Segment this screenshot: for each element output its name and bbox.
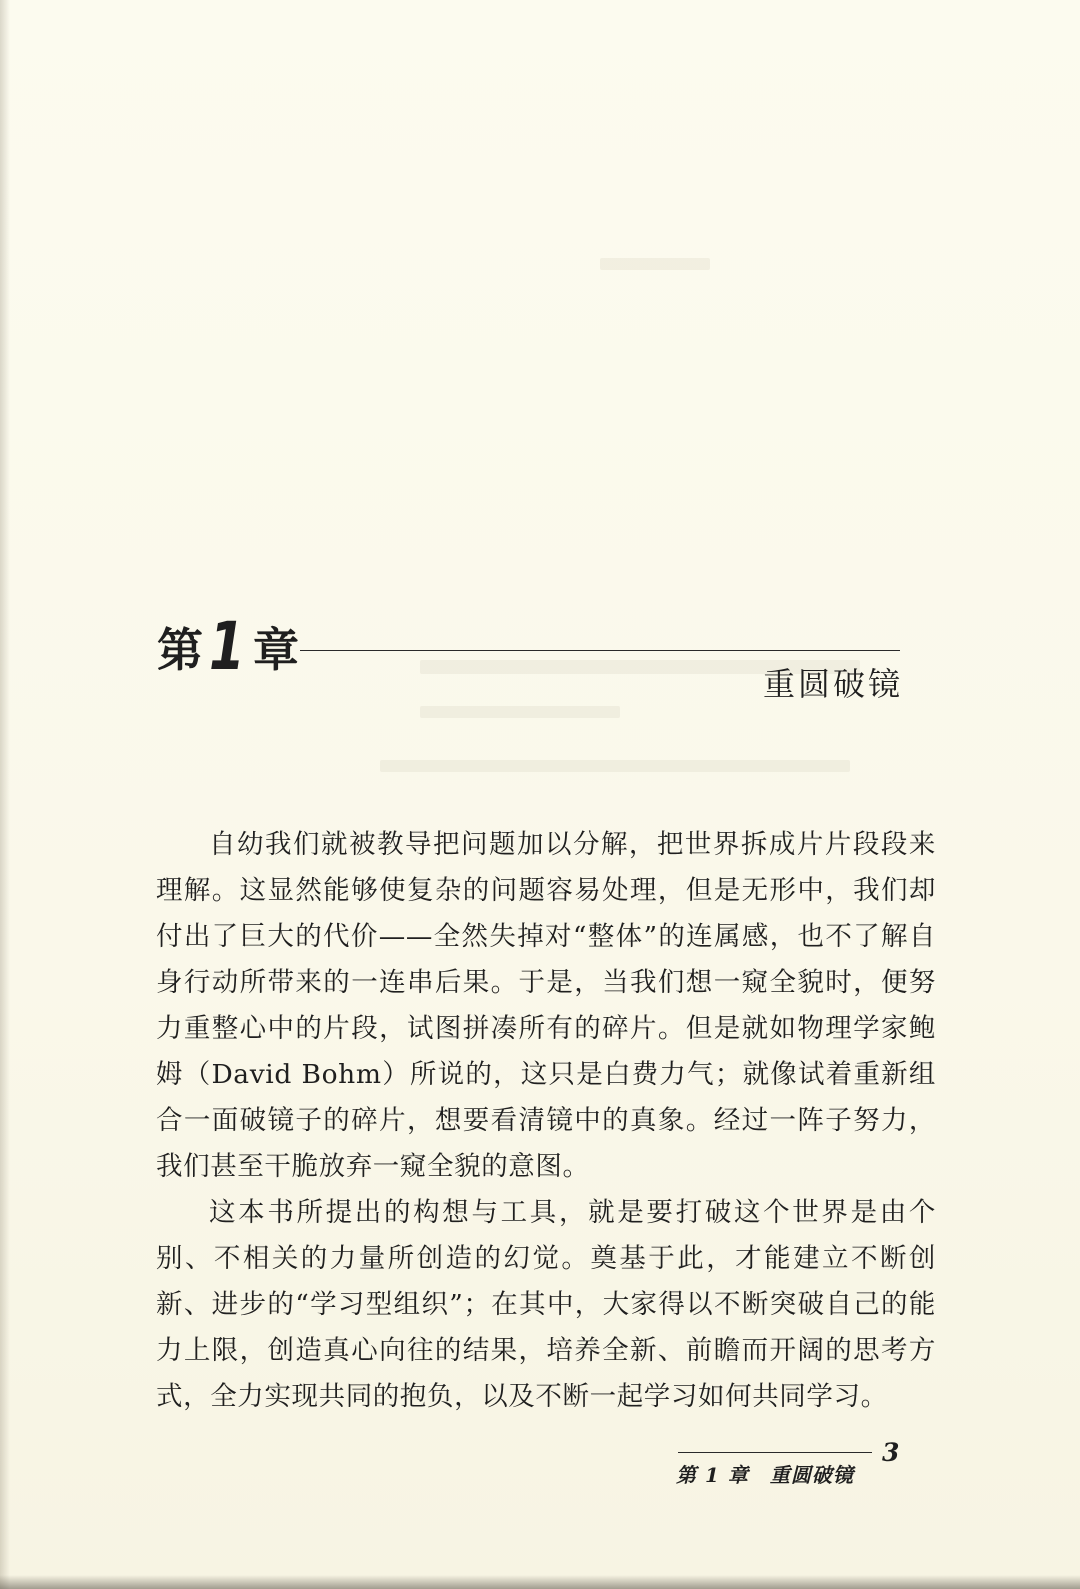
- body-text: [156, 822, 936, 1420]
- chapter-prefix: 第: [157, 623, 205, 677]
- bleed-through-mark: [380, 760, 850, 772]
- chapter-rule: [300, 650, 900, 651]
- chapter-title: 重圆破镜: [762, 665, 903, 703]
- paragraph: 这本书所提出的构想与工具，就是要打破这个世界是由个别、不相关的力量所创造的幻觉。奠基于此，才能建立不断创新、进步的“学习型组织”；在其中，大家得以不断突破自己的能力上限，创造真心向往的结果，培养全新、前瞻而开阔的思考方式，全力实现共同的抱负，以及不断一起学习如何共同学习。: [156, 1197, 936, 1412]
- running-head: 第 1 章 重圆破镜: [676, 1463, 854, 1487]
- page-footer: [676, 1438, 906, 1498]
- chapter-suffix: 章: [253, 623, 299, 677]
- scan-bottom-edge: [0, 1575, 1080, 1589]
- bleed-through-mark: [600, 258, 710, 270]
- paragraph: 自幼我们就被教导把问题加以分解，把世界拆成片片段段来理解。这显然能够使复杂的问题容易处理，但是无形中，我们却付出了巨大的代价——全然失掉对“整体”的连属感，也不了解自身行动所带来的一连串后果。于是，当我们想一窥全貌时，便努力重整心中的片段，试图拼凑所有的碎片。但是就如物理学家鲍姆（David Bohm）所说的，这只是白费力气；就像试着重新组合一面破镜子的碎片，想要看清镜中的真象。经过一阵子努力，我们甚至干脆放弃一窥全貌的意图。: [156, 829, 936, 1182]
- page-number: 3: [882, 1438, 900, 1467]
- footer-rule: [678, 1452, 872, 1453]
- chapter-number: 1: [209, 608, 245, 685]
- chapter-heading: [157, 608, 917, 728]
- page-gutter-shadow: [0, 0, 10, 1589]
